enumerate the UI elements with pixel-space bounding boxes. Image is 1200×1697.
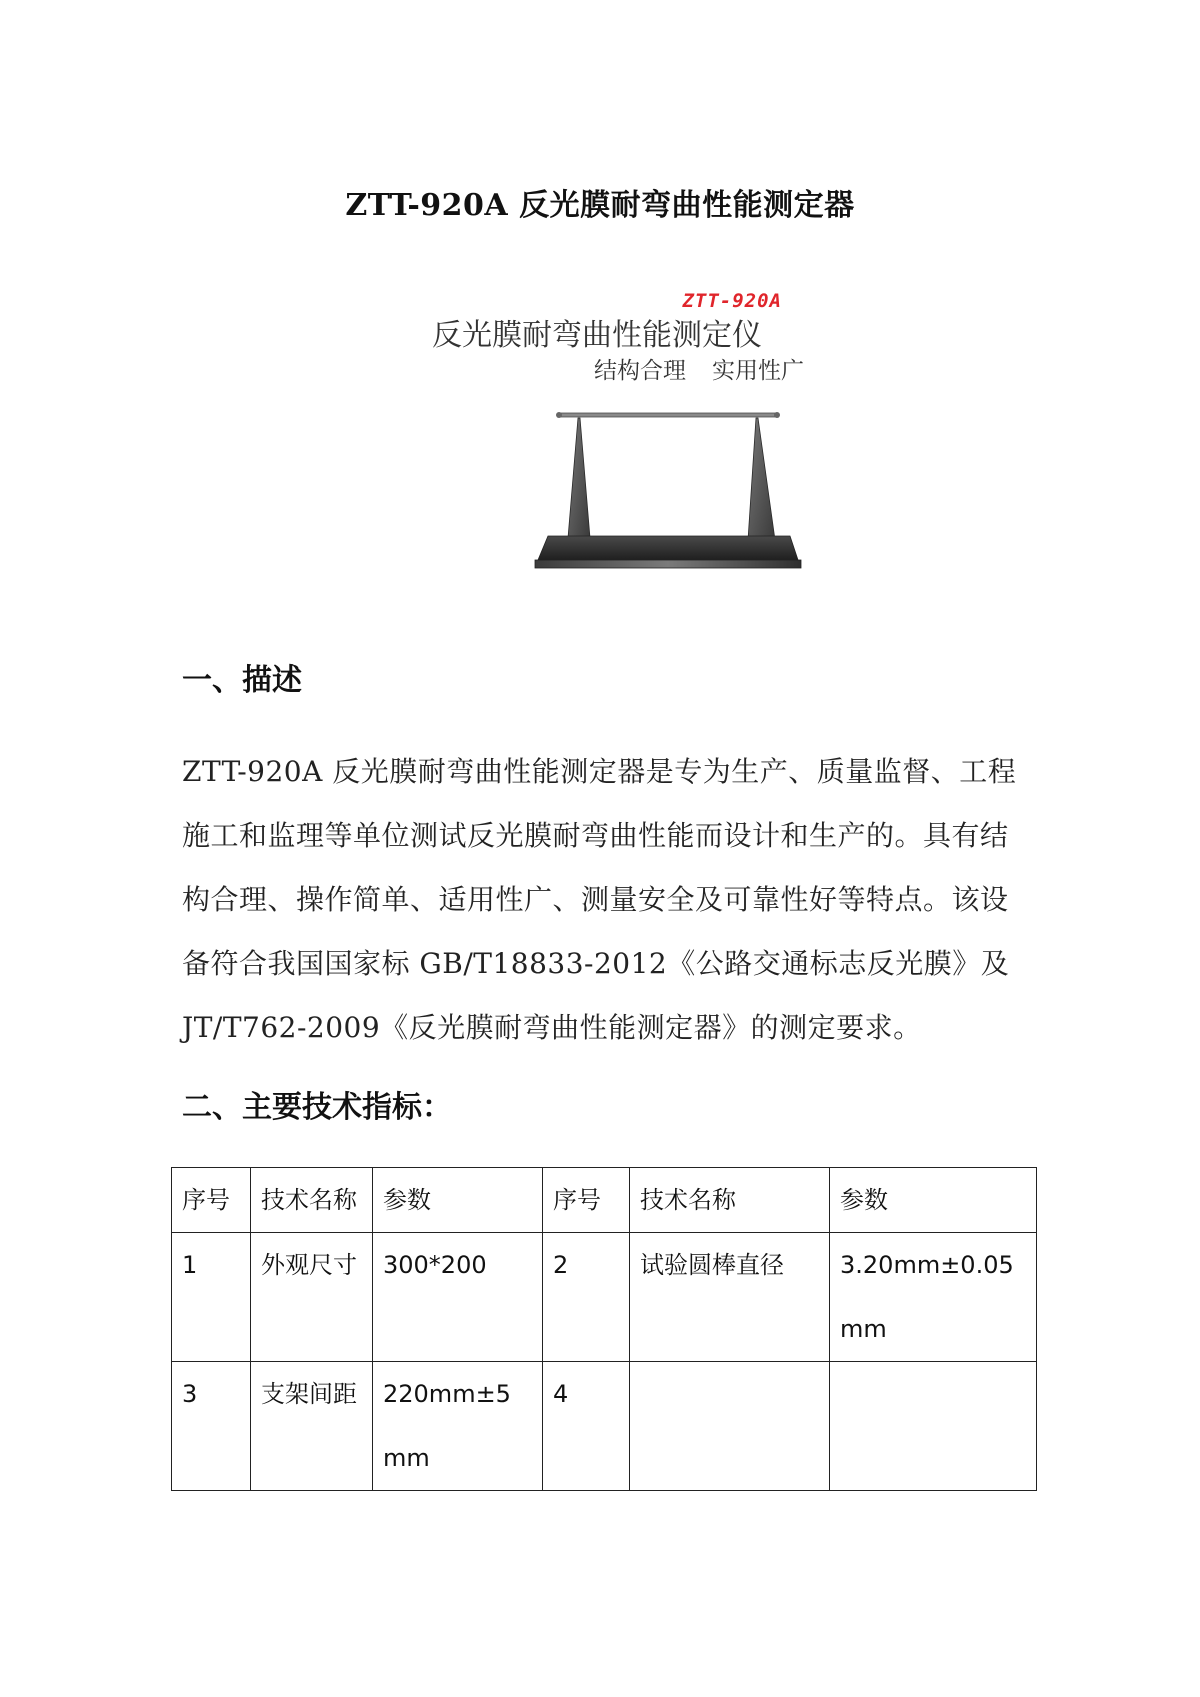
tagline-item: 结构合理 <box>594 358 686 384</box>
table-row <box>172 1233 1037 1362</box>
test-rod <box>558 413 778 417</box>
table-header-row <box>172 1168 1037 1233</box>
table-row <box>172 1362 1037 1491</box>
figure-tagline <box>594 352 804 385</box>
column-header: 参数 <box>373 1168 543 1233</box>
column-header: 序号 <box>172 1168 251 1233</box>
table-cell: 1 <box>172 1233 251 1362</box>
table-cell: 支架间距 <box>251 1362 373 1491</box>
description-paragraph: ZTT-920A 反光膜耐弯曲性能测定器是专为生产、质量监督、工程施工和监理等单位测试反光膜耐弯曲性能而设计和生产的。具有结构合理、操作简单、适用性广、测量安全及可靠性好等特点。该设备符合我国国家标 GB/T18833-2012《公路交通标志反光膜》及 JT/T762-2009《反光膜耐弯曲性能测定器》的测定要求。 <box>182 755 1017 1044</box>
table-cell: 3.20mm±0.05mm <box>830 1233 1037 1362</box>
column-header: 参数 <box>830 1168 1037 1233</box>
column-header: 序号 <box>543 1168 630 1233</box>
table-cell: 试验圆棒直径 <box>630 1233 830 1362</box>
table-cell: 4 <box>543 1362 630 1491</box>
figure-product-name: 反光膜耐弯曲性能测定仪 <box>432 318 762 353</box>
tagline-item: 实用性广 <box>712 358 804 384</box>
figure-model-label: ZTT-920A <box>682 290 782 312</box>
section-heading-specs: 二、主要技术指标： <box>182 1090 452 1125</box>
table-cell: 220mm±5mm <box>373 1362 543 1491</box>
table-cell: 3 <box>172 1362 251 1491</box>
spec-table <box>171 1167 1037 1491</box>
table-cell: 外观尺寸 <box>251 1233 373 1362</box>
table-cell: 2 <box>543 1233 630 1362</box>
product-figure <box>420 290 820 590</box>
document-title: ZTT-920A 反光膜耐弯曲性能测定器 <box>345 188 855 223</box>
right-support-plate <box>748 418 775 540</box>
left-support-plate <box>568 418 590 538</box>
table-cell: 300*200 <box>373 1233 543 1362</box>
table-cell <box>830 1362 1037 1491</box>
column-header: 技术名称 <box>630 1168 830 1233</box>
table-cell <box>630 1362 830 1491</box>
section-heading-description: 一、描述 <box>182 663 302 698</box>
column-header: 技术名称 <box>251 1168 373 1233</box>
base-plate <box>538 536 798 560</box>
